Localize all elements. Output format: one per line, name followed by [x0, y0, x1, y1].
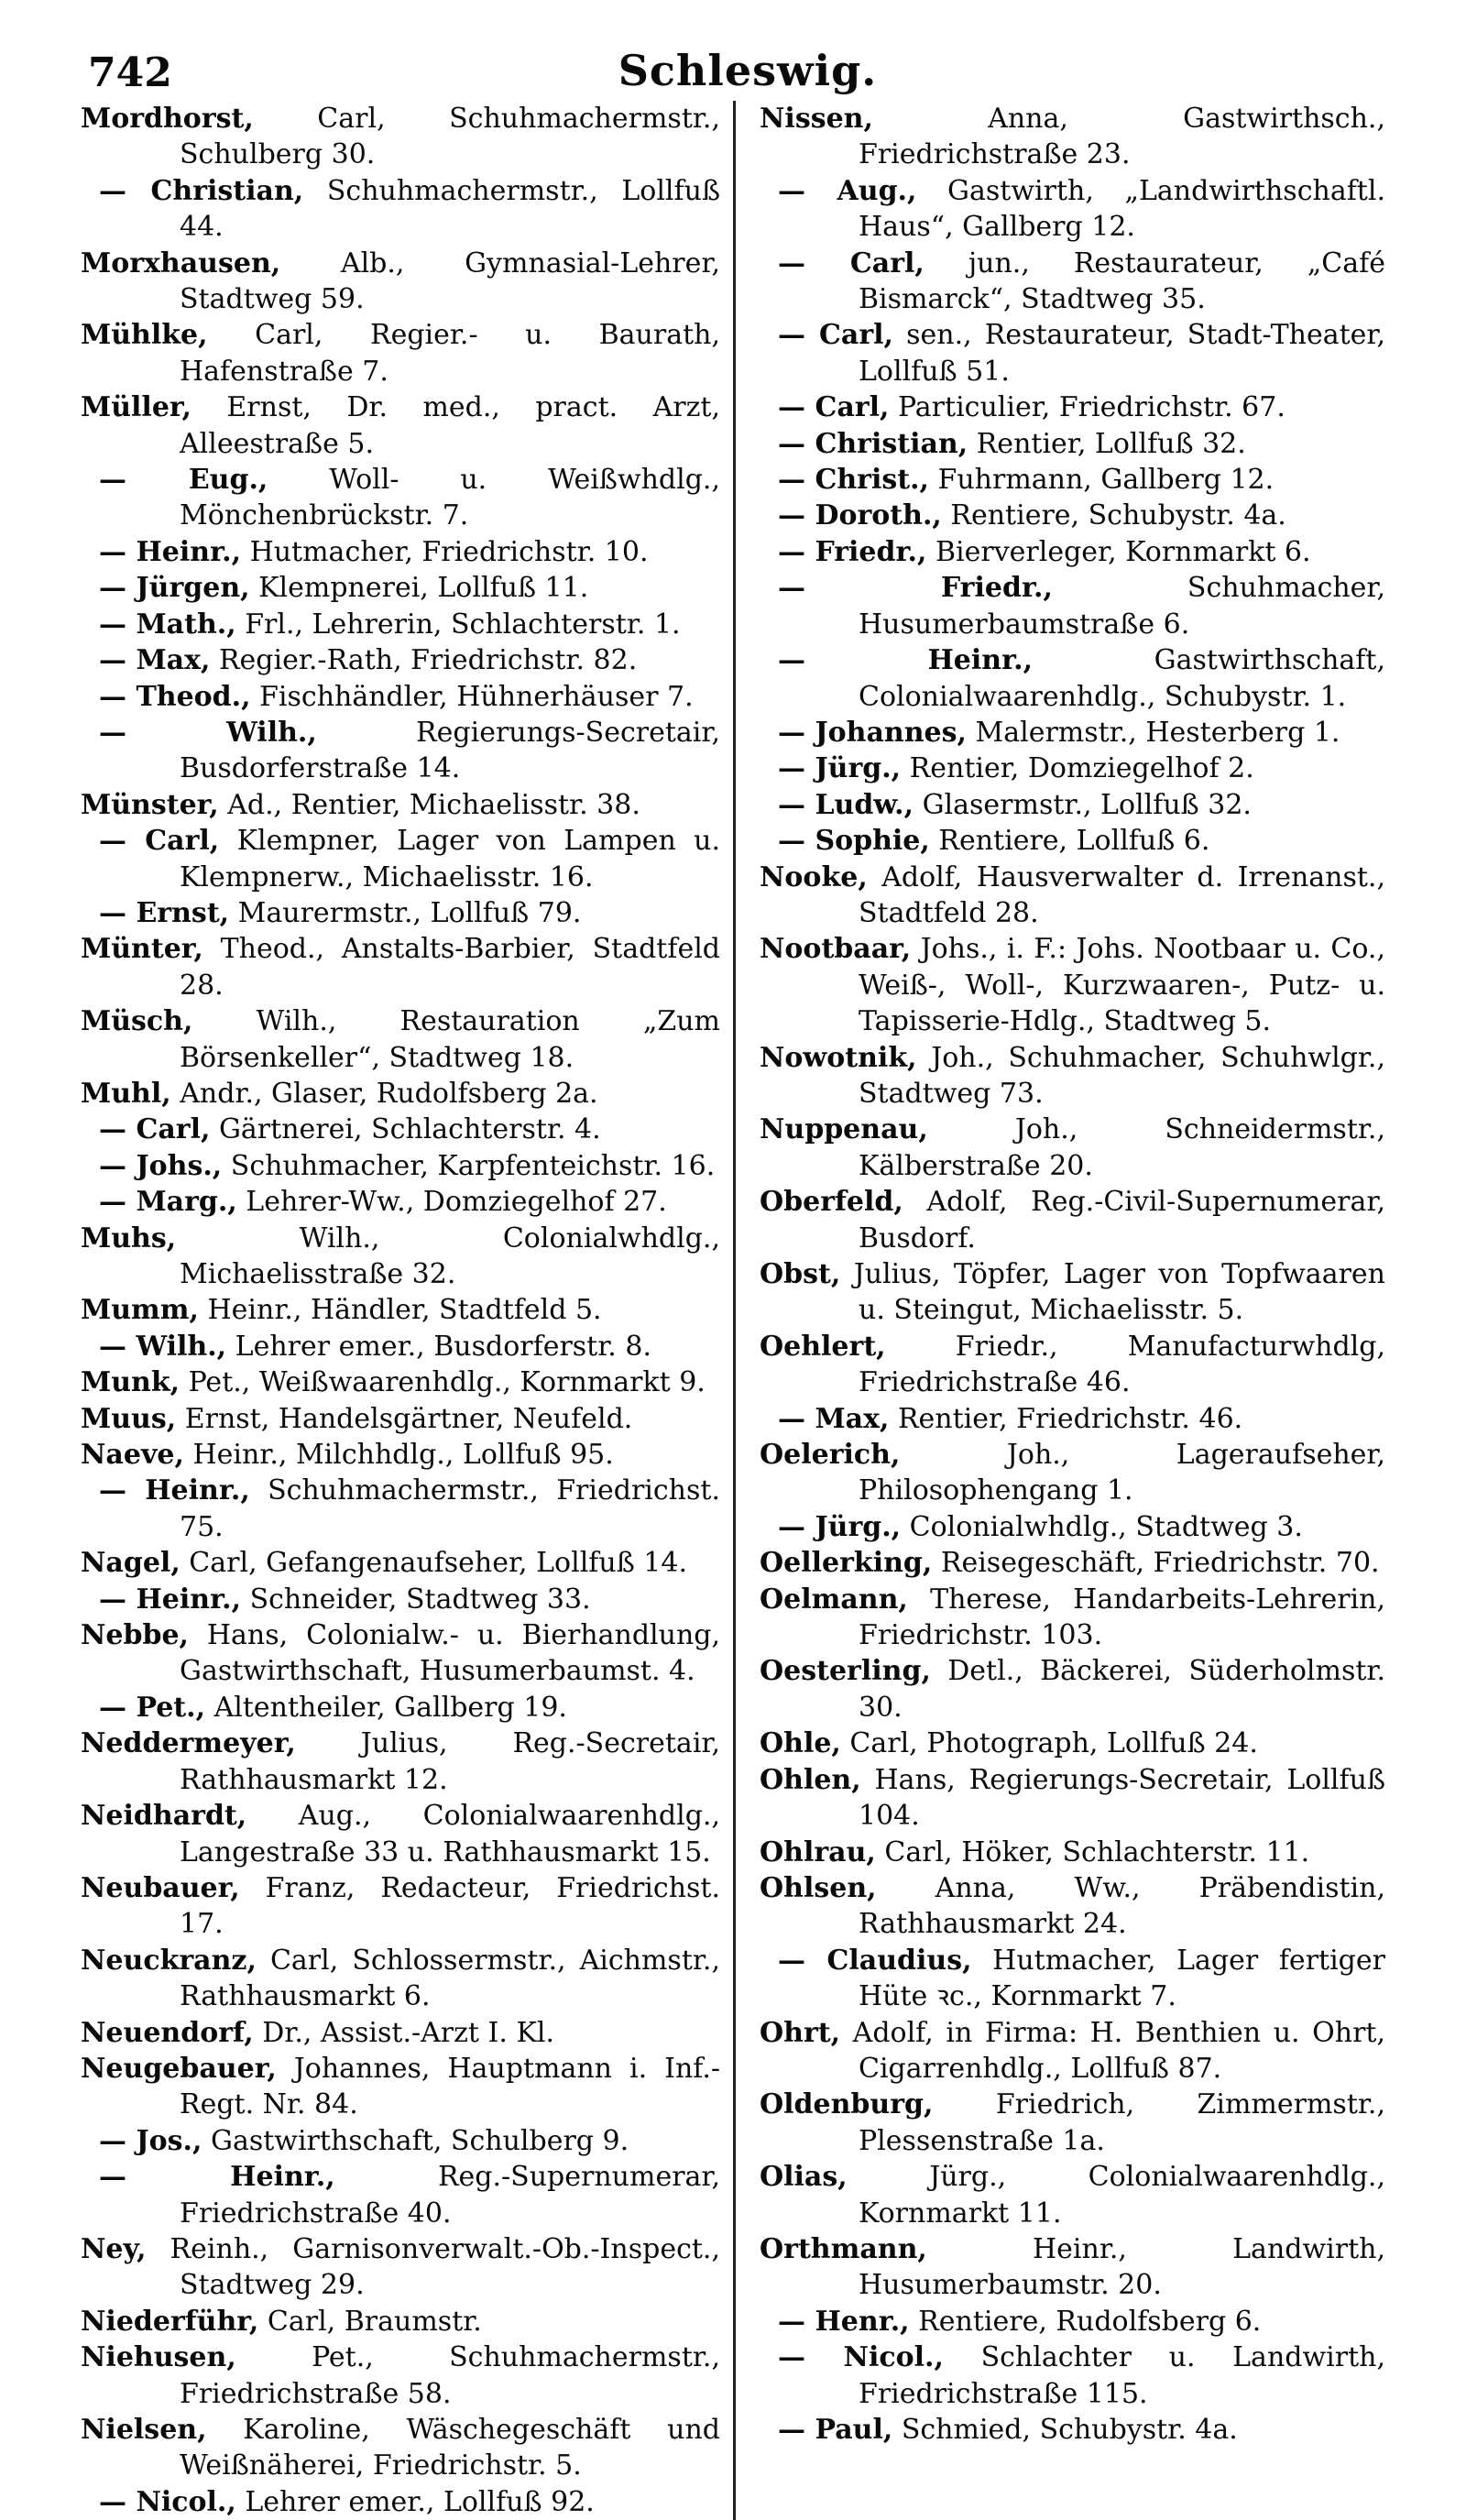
page-number: 742 [88, 49, 172, 96]
directory-entry [760, 2339, 1385, 2412]
entry-details: Lehrer emer., Lollfuß 92. [235, 2485, 595, 2518]
entry-name: Nowotnik, [760, 1041, 917, 1074]
entry-details: Therese, Handarbeits-Lehrerin, Friedrichstr. 103. [859, 1583, 1385, 1652]
entry-name: Muhl, [81, 1077, 171, 1110]
entry-details: Carl, Photograph, Lollfuß 24. [840, 1727, 1258, 1760]
entry-details: Rentier, Friedrichstr. 46. [889, 1402, 1243, 1435]
directory-entry [760, 1653, 1385, 1726]
entry-name: Olias, [760, 2161, 848, 2194]
entry-details: Adolf, in Firma: H. Benthien u. Ohrt, Cigarrenhdlg., Lollfuß 87. [840, 2016, 1385, 2085]
entry-name: Munk, [81, 1366, 181, 1399]
directory-entry [81, 534, 720, 570]
directory-entry [81, 2015, 720, 2051]
entry-details: Karoline, Wäschegeschäft und Weißnäherei, Friedrichstr. 5. [180, 2414, 720, 2482]
entry-details: Reinh., Garnisonverwalt.-Ob.-Inspect., Stadtweg 29. [146, 2232, 720, 2302]
entry-name: Nagel, [81, 1547, 181, 1580]
entry-name: Oelerich, [760, 1439, 901, 1472]
entry-details: Dr., Assist.-Arzt I. Kl. [253, 2016, 554, 2049]
entry-details: Hans, Regierungs-Secretair, Lollfuß 104. [859, 1763, 1385, 1833]
entry-details: Woll- u. Weißwhdlg., Mönchenbrückstr. 7. [180, 464, 720, 532]
entry-name: — Pet., [99, 1691, 206, 1724]
entry-name: — Johannes, [778, 716, 967, 749]
entry-name: — Jürgen, [99, 572, 250, 605]
entry-details: Friedr., Manufacturwhdlg, Friedrichstraße 46. [859, 1330, 1385, 1399]
directory-entry [81, 462, 720, 534]
entry-name: Nielsen, [81, 2414, 207, 2446]
directory-entry [760, 426, 1385, 462]
entry-name: Oelmann, [760, 1583, 908, 1616]
entry-name: — Carl, [99, 1113, 211, 1146]
entry-name: — Eug., [99, 464, 268, 497]
entry-details: Klempner, Lager von Lampen u. Klempnerw., Michaelisstr. 16. [180, 825, 721, 893]
directory-entry [760, 317, 1385, 389]
directory-entry [81, 823, 720, 895]
directory-entry [760, 1256, 1385, 1329]
entry-name: — Ernst, [99, 896, 230, 929]
entry-details: Regier.-Rath, Friedrichstr. 82. [210, 644, 638, 677]
directory-entry [81, 1870, 720, 1943]
directory-entry [760, 2015, 1385, 2087]
entry-details: Joh., Schuhmacher, Schuhwlgr., Stadtweg 73. [859, 1041, 1385, 1110]
entry-details: Julius, Töpfer, Lager von Topfwaaren u. Steingut, Michaelisstr. 5. [840, 1258, 1385, 1327]
entry-details: Colonialwhdlg., Stadtweg 3. [901, 1510, 1303, 1543]
directory-entry [81, 101, 720, 173]
directory-entry [81, 2123, 720, 2159]
entry-name: — Theod., [99, 680, 251, 713]
entry-details: Pet., Schuhmachermstr., Friedrichstraße 58. [180, 2341, 720, 2410]
directory-entry [81, 1364, 720, 1400]
entry-name: Muhs, [81, 1222, 177, 1255]
entry-name: — Max, [99, 644, 211, 677]
entry-details: Gärtnerei, Schlachterstr. 4. [210, 1113, 601, 1146]
directory-entry [81, 1076, 720, 1112]
directory-entry [81, 1726, 720, 1798]
entry-details: Klempnerei, Lollfuß 11. [249, 572, 589, 605]
entry-name: Oesterling, [760, 1655, 931, 1688]
entry-name: Oldenburg, [760, 2088, 934, 2121]
entry-details: Carl, Regier.- u. Baurath, Hafenstraße 7. [180, 319, 720, 388]
directory-entry [760, 931, 1385, 1039]
entry-name: — Heinr., [778, 644, 1034, 677]
directory-entry [81, 679, 720, 715]
directory-entry [81, 715, 720, 787]
entry-details: Carl, Schuhmachermstr., Schulberg 30. [180, 103, 720, 171]
directory-entry [81, 642, 720, 678]
directory-entry [760, 498, 1385, 533]
entry-name: Ohlsen, [760, 1871, 877, 1904]
entry-name: Nooke, [760, 860, 868, 893]
directory-entry [81, 2304, 720, 2339]
directory-entry [760, 570, 1385, 642]
entry-details: Hans, Colonialw.- u. Bierhandlung, Gastwirthschaft, Husumerbaumst. 4. [180, 1619, 720, 1688]
directory-entry [760, 246, 1385, 318]
directory-entry [81, 2159, 720, 2231]
entry-details: Hutmacher, Friedrichstr. 10. [241, 535, 649, 568]
entry-details: Friedrich, Zimmermstr., Plessenstraße 1a. [859, 2088, 1385, 2157]
directory-entry [81, 1545, 720, 1581]
entry-details: Fischhändler, Hühnerhäuser 7. [250, 680, 694, 713]
entry-details: Carl, Schlossermstr., Aichmstr., Rathhausmarkt 6. [180, 1944, 720, 2013]
directory-entry [81, 2484, 720, 2520]
entry-details: Malermstr., Hesterberg 1. [966, 716, 1340, 749]
entry-name: Münster, [81, 788, 219, 821]
entry-details: Hutmacher, Lager fertiger Hüte ꝛc., Kornmarkt 7. [859, 1944, 1385, 2013]
directory-entry [81, 1943, 720, 2015]
entry-details: Johannes, Hauptmann i. Inf.-Regt. Nr. 84. [180, 2052, 720, 2121]
directory-entry [81, 389, 720, 462]
entry-details: Schuhmacher, Karpfenteichstr. 16. [222, 1149, 716, 1182]
entry-name: Ohle, [760, 1727, 841, 1760]
entry-details: Jürg., Colonialwaarenhdlg., Kornmarkt 11. [847, 2161, 1385, 2230]
entry-details: Andr., Glaser, Rudolfsberg 2a. [170, 1077, 598, 1110]
entry-name: — Carl, [778, 247, 924, 279]
directory-entry [760, 534, 1385, 570]
entry-details: Reg.-Supernumerar, Friedrichstraße 40. [180, 2161, 721, 2230]
entry-name: — Johs., [99, 1149, 223, 1182]
entry-details: Aug., Colonialwaarenhdlg., Langestraße 33 u. Rathhausmarkt 15. [180, 1800, 720, 1868]
directory-entry [81, 2051, 720, 2123]
entry-details: Anna, Ww., Präbendistin, Rathhausmarkt 24. [859, 1871, 1385, 1941]
entry-name: — Carl, [99, 825, 220, 858]
entry-name: Ohrt, [760, 2016, 841, 2049]
entry-name: Naeve, [81, 1439, 184, 1472]
entry-details: Adolf, Reg.-Civil-Supernumerar, Busdorf. [859, 1186, 1385, 1255]
directory-entry [760, 751, 1385, 786]
entry-name: — Christ., [778, 464, 929, 497]
entry-details: Rentier, Domziegelhof 2. [901, 752, 1254, 785]
directory-entry [81, 1401, 720, 1437]
entry-name: Oberfeld, [760, 1186, 903, 1219]
entry-details: Heinr., Milchhdlg., Lollfuß 95. [183, 1439, 614, 1472]
entry-name: Ney, [81, 2232, 147, 2265]
page-header [81, 37, 1415, 101]
entry-name: — Christian, [99, 174, 304, 207]
directory-entry [81, 2231, 720, 2304]
entry-name: — Christian, [778, 427, 968, 460]
entry-details: jun., Restaurateur, „Café Bismarck“, Stadtweg 35. [859, 247, 1385, 316]
entry-details: Maurermstr., Lollfuß 79. [229, 896, 582, 929]
directory-entry [760, 1762, 1385, 1835]
entry-name: Morxhausen, [81, 247, 281, 279]
columns [81, 101, 1415, 2520]
entry-name: Orthmann, [760, 2232, 927, 2265]
directory-entry [81, 570, 720, 606]
entry-name: Neuendorf, [81, 2016, 254, 2049]
entry-name: Nuppenau, [760, 1113, 928, 1146]
entry-details: Rentiere, Schubystr. 4a. [941, 499, 1286, 532]
entry-details: Carl, Braumstr. [258, 2305, 482, 2338]
directory-entry [81, 1582, 720, 1617]
directory-entry [760, 823, 1385, 859]
directory-entry [760, 2304, 1385, 2339]
entry-name: — Friedr., [778, 535, 927, 568]
right-column [733, 101, 1385, 2520]
entry-details: Gastwirth, „Landwirthschaftl. Haus“, Gallberg 12. [859, 174, 1385, 244]
entry-name: Nissen, [760, 103, 873, 135]
entry-details: Ernst, Handelsgärtner, Neufeld. [176, 1402, 633, 1435]
entry-details: Carl, Gefangenaufseher, Lollfuß 14. [180, 1547, 687, 1580]
entry-details: Carl, Höker, Schlachterstr. 11. [875, 1835, 1310, 1868]
directory-entry [81, 1329, 720, 1364]
directory-entry [760, 715, 1385, 751]
entry-name: — Max, [778, 1402, 890, 1435]
directory-entry [81, 787, 720, 823]
directory-entry [760, 1545, 1385, 1581]
entry-details: Schneider, Stadtweg 33. [241, 1583, 591, 1616]
directory-entry [760, 2159, 1385, 2231]
entry-details: Wilh., Restauration „Zum Börsenkeller“, Stadtweg 18. [180, 1005, 720, 1074]
directory-entry [81, 1437, 720, 1473]
directory-entry [81, 1184, 720, 1220]
directory-entry [81, 1148, 720, 1184]
entry-name: — Ludw., [778, 788, 914, 821]
entry-details: Pet., Weißwaarenhdlg., Kornmarkt 9. [180, 1366, 706, 1399]
directory-entry [760, 860, 1385, 932]
entry-details: Heinr., Händler, Stadtfeld 5. [198, 1294, 602, 1327]
entry-details: Glasermstr., Lollfuß 32. [914, 788, 1252, 821]
entry-details: Rentiere, Lollfuß 6. [929, 825, 1210, 858]
entry-details: Schuhmachermstr., Friedrichst. 75. [180, 1474, 720, 1543]
entry-name: Obst, [760, 1258, 841, 1290]
directory-entry [81, 2339, 720, 2412]
directory-entry [81, 317, 720, 389]
directory-entry [760, 1437, 1385, 1509]
left-column [81, 101, 733, 2520]
directory-entry [760, 389, 1385, 425]
entry-name: — Wilh., [99, 716, 317, 749]
directory-entry [760, 1329, 1385, 1401]
directory-entry [760, 101, 1385, 173]
entry-name: — Heinr., [99, 2161, 335, 2194]
entry-name: Müsch, [81, 1005, 193, 1038]
directory-entry [760, 1835, 1385, 1870]
entry-name: — Math., [99, 608, 236, 641]
entry-details: Anna, Gastwirthsch., Friedrichstraße 23. [859, 103, 1385, 171]
directory-entry [81, 895, 720, 931]
entry-name: Neidhardt, [81, 1800, 247, 1833]
entry-name: — Jos., [99, 2124, 202, 2157]
entry-details: Rentier, Lollfuß 32. [968, 427, 1246, 460]
entry-details: Detl., Bäckerei, Süderholmstr. 30. [859, 1655, 1385, 1724]
entry-name: Münter, [81, 933, 203, 966]
directory-entry [760, 2412, 1385, 2448]
entry-name: — Aug., [778, 174, 917, 207]
directory-entry [760, 1509, 1385, 1545]
entry-details: sen., Restaurateur, Stadt-Theater, Lollfuß 51. [859, 319, 1385, 388]
directory-entry [81, 1003, 720, 1076]
entry-name: Niederführ, [81, 2305, 259, 2338]
entry-name: — Carl, [778, 391, 890, 424]
entry-name: — Wilh., [99, 1330, 227, 1363]
entry-details: Regierungs-Secretair, Busdorferstraße 14. [180, 716, 720, 785]
directory-entry [760, 1040, 1385, 1112]
entry-details: Schmied, Schubystr. 4a. [892, 2414, 1238, 2446]
directory-entry [81, 1617, 720, 1690]
directory-entry [81, 1112, 720, 1147]
entry-name: Neugebauer, [81, 2052, 277, 2085]
entry-name: Ohlen, [760, 1763, 861, 1796]
entry-details: Schuhmachermstr., Lollfuß 44. [180, 174, 720, 244]
entry-name: — Carl, [778, 319, 893, 352]
directory-entry [760, 1582, 1385, 1654]
entry-details: Reisegeschäft, Friedrichstr. 70. [932, 1547, 1380, 1580]
directory-entry [81, 1473, 720, 1545]
entry-details: Bierverleger, Kornmarkt 6. [926, 535, 1311, 568]
directory-entry [81, 2412, 720, 2484]
entry-name: — Marg., [99, 1186, 237, 1219]
entry-details: Heinr., Landwirth, Husumerbaumstr. 20. [859, 2232, 1385, 2302]
entry-name: — Sophie, [778, 825, 930, 858]
entry-details: Theod., Anstalts-Barbier, Stadtfeld 28. [180, 933, 720, 1002]
entry-name: — Henr., [778, 2305, 910, 2338]
entry-name: Niehusen, [81, 2341, 236, 2374]
directory-entry [81, 246, 720, 318]
entry-name: Mumm, [81, 1294, 199, 1327]
entry-details: Lehrer-Ww., Domziegelhof 27. [236, 1186, 667, 1219]
entry-name: Oellerking, [760, 1547, 933, 1580]
entry-details: Johs., i. F.: Johs. Nootbaar u. Co., Weiß-, Woll-, Kurzwaaren-, Putz- u. Tapisserie-Hdlg., Stadtweg 5. [859, 933, 1385, 1038]
entry-details: Lehrer emer., Busdorferstr. 8. [226, 1330, 651, 1363]
directory-entry [81, 173, 720, 246]
entry-details: Adolf, Hausverwalter d. Irrenanst., Stadtfeld 28. [859, 860, 1385, 929]
directory-entry [760, 2087, 1385, 2159]
entry-name: Mordhorst, [81, 103, 254, 135]
directory-entry [760, 1184, 1385, 1256]
entry-name: — Heinr., [99, 1583, 242, 1616]
entry-details: Wilh., Colonialwhdlg., Michaelisstraße 32. [176, 1222, 720, 1290]
entry-name: — Friedr., [778, 572, 1053, 605]
entry-name: — Jürg., [778, 1510, 902, 1543]
directory-entry [760, 787, 1385, 823]
entry-details: Altentheiler, Gallberg 19. [205, 1691, 567, 1724]
entry-details: Joh., Schneidermstr., Kälberstraße 20. [859, 1113, 1385, 1182]
directory-entry [760, 1112, 1385, 1184]
directory-entry [81, 607, 720, 642]
entry-name: — Heinr., [99, 1474, 250, 1507]
entry-details: Joh., Lageraufseher, Philosophengang 1. [859, 1439, 1385, 1507]
entry-details: Julius, Reg.-Secretair, Rathhausmarkt 12. [180, 1727, 720, 1796]
directory-entry [760, 1401, 1385, 1437]
entry-details: Gastwirthschaft, Schulberg 9. [202, 2124, 629, 2157]
entry-name: — Heinr., [99, 535, 242, 568]
entry-name: Ohlrau, [760, 1835, 876, 1868]
entry-name: Neddermeyer, [81, 1727, 296, 1760]
entry-name: — Claudius, [778, 1944, 972, 1977]
directory-entry [760, 173, 1385, 246]
entry-details: Frl., Lehrerin, Schlachterstr. 1. [235, 608, 681, 641]
entry-details: Franz, Redacteur, Friedrichst. 17. [180, 1871, 720, 1941]
directory-entry [760, 462, 1385, 498]
entry-name: — Doroth., [778, 499, 942, 532]
entry-details: Fuhrmann, Gallberg 12. [928, 464, 1275, 497]
entry-name: Nebbe, [81, 1619, 189, 1652]
entry-details: Ernst, Dr. med., pract. Arzt, Alleestraße 5. [180, 391, 720, 460]
entry-name: — Nicol., [99, 2485, 236, 2518]
entry-name: — Jürg., [778, 752, 902, 785]
directory-entry [81, 1798, 720, 1870]
entry-name: Neuckranz, [81, 1944, 257, 1977]
directory-entry [760, 2231, 1385, 2304]
entry-name: Oehlert, [760, 1330, 886, 1363]
directory-entry [760, 1870, 1385, 1943]
directory-entry [81, 1690, 720, 1726]
directory-entry [760, 1943, 1385, 2015]
entry-details: Ad., Rentier, Michaelisstr. 38. [218, 788, 640, 821]
directory-entry [760, 1726, 1385, 1761]
running-title: Schleswig. [618, 46, 878, 95]
entry-name: Mühlke, [81, 319, 208, 352]
entry-name: Neubauer, [81, 1871, 240, 1904]
directory-entry [81, 931, 720, 1003]
entry-details: Alb., Gymnasial-Lehrer, Stadtweg 59. [180, 247, 720, 316]
entry-details: Particulier, Friedrichstr. 67. [889, 391, 1285, 424]
entry-details: Schuhmacher, Husumerbaumstraße 6. [859, 572, 1385, 641]
entry-details: Gastwirthschaft, Colonialwaarenhdlg., Schubystr. 1. [859, 644, 1385, 713]
entry-name: Müller, [81, 391, 191, 424]
directory-entry [760, 642, 1385, 715]
directory-entry [81, 1221, 720, 1293]
entry-name: Nootbaar, [760, 933, 912, 966]
entry-name: Muus, [81, 1402, 177, 1435]
entry-name: — Nicol., [778, 2341, 944, 2374]
entry-details: Schlachter u. Landwirth, Friedrichstraße 115. [859, 2341, 1385, 2410]
directory-entry [81, 1292, 720, 1328]
entry-details: Rentiere, Rudolfsberg 6. [909, 2305, 1262, 2338]
entry-name: — Paul, [778, 2414, 893, 2446]
